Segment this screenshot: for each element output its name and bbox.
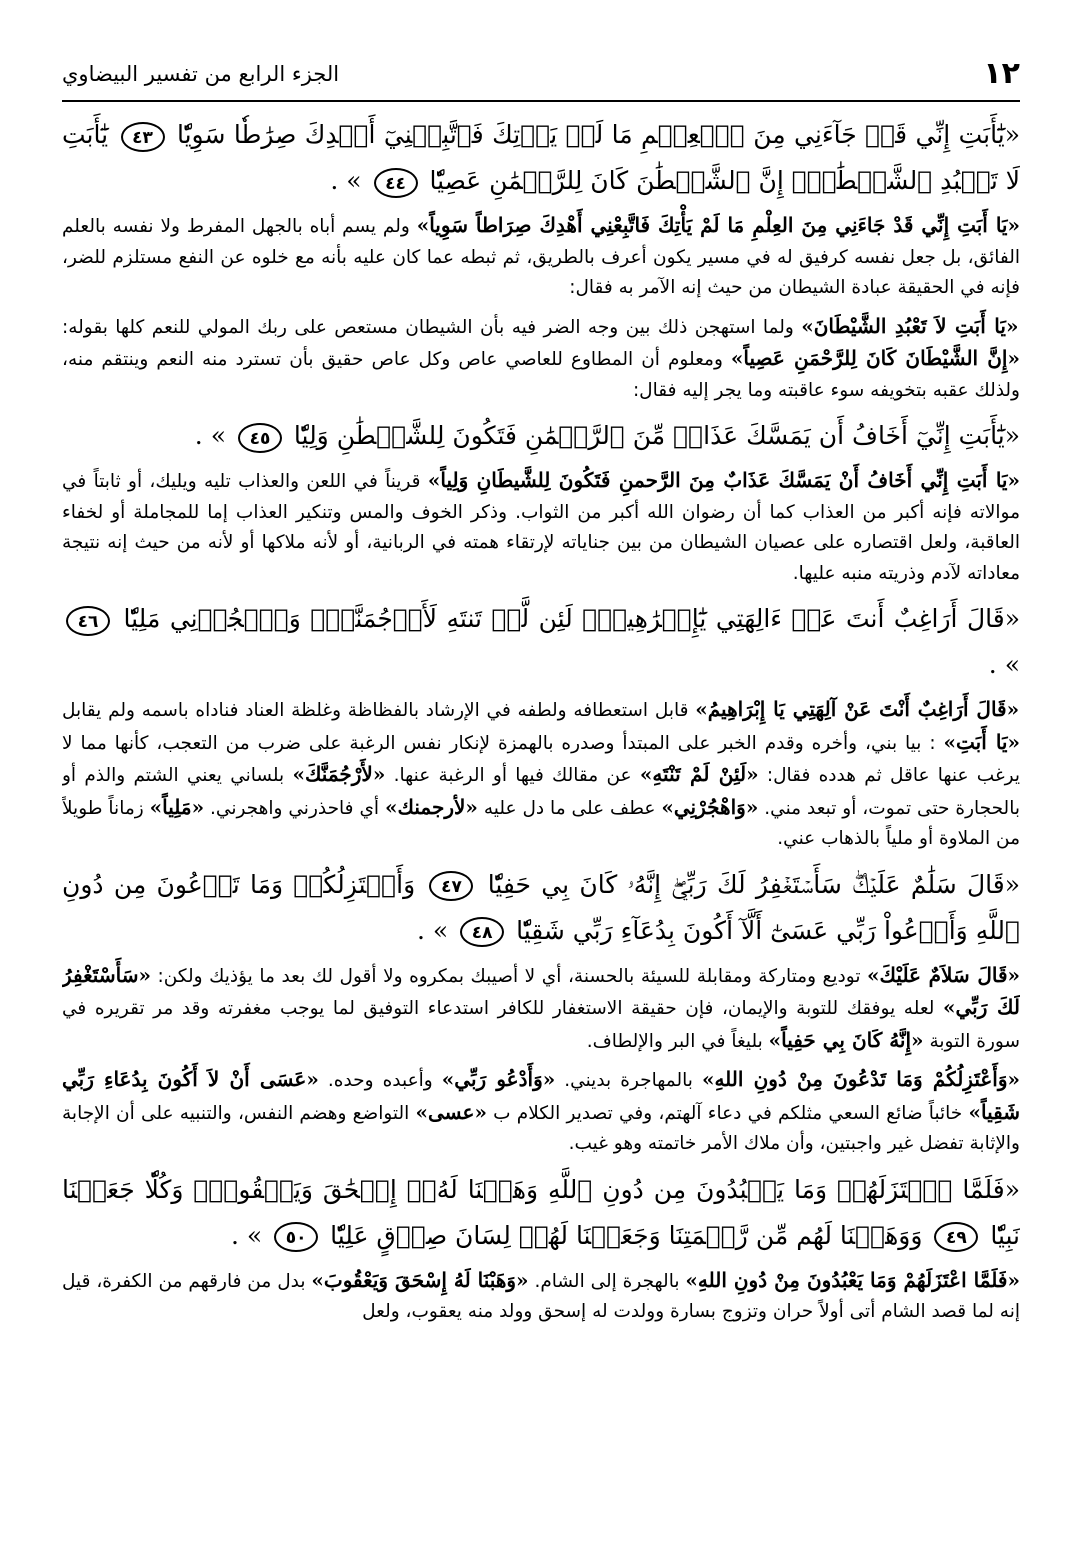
quoted-verse-text: «قَالَ سَلاَمٌ عَلَيْكَ» <box>867 962 1020 987</box>
verse-text: » . <box>330 166 362 195</box>
commentary-text: ومعلوم أن المطاوع للعاصي عاص وكل عاص حقيق بأن تسترد منه النعم وينتقم منه، ولذلك عقبه بتخويفه سوء عاقبته وما يجر إليه فقال: <box>62 349 1020 401</box>
ayah-number-marker: ٤٧ <box>429 871 473 901</box>
commentary-text: التواضع وهضم النفس، والتنبيه على أن الإجابة والإثابة تفضل غير واجبتين، وأن ملاك الأمر خاتمته وهو غيب. <box>62 1102 1020 1154</box>
quoted-verse-text: «يَا أَبَتِ» <box>943 729 1020 754</box>
header-divider <box>62 100 1020 102</box>
verse-text: «قَالَ سَلَٰمٌ عَلَيۡكَۖ سَأَسۡتَغۡفِرُ لَكَ رَبِّيٓۖ إِنَّهُۥ كَانَ بِي حَفِيّٗا <box>487 869 1020 899</box>
quoted-verse-text: «وَأَعْتَزِلُكُمْ وَمَا تَدْعُونَ مِنْ دُونِ اللهِ» <box>701 1067 1020 1091</box>
verse-text: » . <box>194 421 226 450</box>
commentary-text: ولما استهجن ذلك بين وجه الضر فيه بأن الشيطان مستعص على ربك المولي للنعم كلها بقوله: <box>62 316 794 338</box>
commentary-text: قريناً في اللعن والعذاب تليه ويليك، أو ثابتاً في موالاته فإنه أكبر من العذاب كما أن رضوان الله أكبر من الثواب. وذكر الخوف والمس وتنكير العذاب إما للمجاملة أو لخفاء العاقبة، ولعل اقتصاره على عصيان الشيطان من بين جناياته لإرتقاء همته في الربانية، أو لأنه ملاكها أو لأنه من حيث إنه نتيجة معاداته لآدم وذريته منبه عليها. <box>62 471 1020 584</box>
ayah-number-marker: ٤٣ <box>121 122 165 152</box>
quoted-verse-text: «وَهَبْنَا لَهُ إِسْحَقَ وَيَعْقُوبَ» <box>311 1267 529 1292</box>
ayah-number-marker: ٤٦ <box>66 606 110 636</box>
quoted-verse-text: «سَأَسْتَغْفِرُ لَكَ رَبِّي» <box>62 962 1020 1019</box>
quoted-verse-text: «يَا أَبَتِ إِنِّي قَدْ جَاءَنِي مِنَ العِلْمِ مَا لَمْ يَأْتِكَ فَاتَّبِعْنِي أَهْدِكَ صِرَاطاً سَوِياً» <box>416 213 1020 237</box>
running-title: الجزء الرابع من تفسير البيضاوي <box>62 62 340 86</box>
quoted-verse-text: «مَلِياً» <box>149 794 205 819</box>
verse-text: » . <box>231 1220 263 1250</box>
verse-text: «يَٰٓأَبَتِ إِنِّيٓ أَخَافُ أَن يَمَسَّكَ عَذَابٞ مِّنَ ٱلرَّحۡمَٰنِ فَتَكُونَ لِلشَّيۡطَٰنِ وَلِيّٗا <box>293 421 1020 450</box>
quran-verse-block <box>62 1167 1020 1259</box>
ayah-number-marker: ٤٩ <box>934 1222 978 1252</box>
commentary-paragraph <box>62 311 1020 407</box>
verse-text: » . <box>416 915 449 945</box>
commentary-text: قابل استعطافه ولطفه في الإرشاد بالفظاظة وغلظة العناد فناداه باسمه ولم يقابل <box>62 700 689 721</box>
quoted-verse-text: «وَأَدْعُو رَبِّي» <box>441 1067 556 1091</box>
quoted-verse-text: «قَالَ أَرَاغِبٌ أَنْتَ عَنْ آلِهَتِي يَا إِبْرَاهِيمُ» <box>695 697 1020 721</box>
quran-verse-block <box>62 862 1020 954</box>
commentary-paragraph <box>62 210 1020 304</box>
verse-text: «قَالَ أَرَاغِبٌ أَنتَ عَنۡ ءَالِهَتِي يَٰٓإِبۡرَٰهِيمُۖ لَئِن لَّمۡ تَنتَهِ لَأَرۡجُمَنَّكَۖ وَٱهۡجُرۡنِي مَلِيّٗا <box>123 604 1020 633</box>
commentary-text: بالمهاجرة بديني. <box>555 1070 693 1091</box>
verse-text: » . <box>988 650 1020 679</box>
commentary-text: توديع ومتاركة ومقابلة للسيئة بالحسنة، أي لا أصيبك بمكروه ولا أقول لك بعد ما يؤذيك ولكن: <box>150 965 861 987</box>
commentary-text: ولم يسم أباه بالجهل المفرط ولا نفسه بالعلم الفائق، بل جعل نفسه كرفيق له في مسير يكون أعرف بالطريق، ثم ثبطه عما كان عليه بأنه مع خلوه عن النفع مستلزم للضر، فإنه في الحقيقة عبادة الشيطان من حيث إنه الآمر به فقال: <box>62 216 1020 298</box>
quoted-verse-text: «لأرجمنك» <box>385 794 478 819</box>
commentary-text: بدل من فارقهم من الكفرة، قيل إنه لما قصد الشام أتى أولاً حران وتزوج بسارة وولدت له إسحق وولد منه يعقوب، ولعل <box>62 1270 1020 1322</box>
quoted-verse-text: «عسى» <box>415 1099 487 1124</box>
quoted-verse-text: «فَلَمَّا اعْتَزَلَهُمْ وَمَا يَعْبُدُونَ مِنْ دُونِ اللهِ» <box>685 1267 1020 1292</box>
commentary-text: زماناً طويلاً من الملاوة أو ملياً بالذهاب عني. <box>62 797 1020 849</box>
commentary-text: أي فاحذرني واهجرني. <box>204 797 380 819</box>
quoted-verse-text: «لأَرْجُمَنَّكَ» <box>292 762 386 786</box>
commentary-text: عن مقالك فيها أو الرغبة عنها. <box>385 765 632 786</box>
commentary-text: خائباً ضائع السعي مثلكم في دعاء آلهتم، وفي تصدير الكلام ب <box>486 1102 963 1124</box>
ayah-number-marker: ٥٠ <box>274 1222 318 1252</box>
quoted-verse-text: «إِنَّهُ كَانَ بِي حَفِياً» <box>768 1027 924 1052</box>
page-number: ١٢ <box>983 56 1020 91</box>
verse-text: «يَٰٓأَبَتِ إِنِّي قَدۡ جَآءَنِي مِنَ ٱلۡعِلۡمِ مَا لَمۡ يَأۡتِكَ فَٱتَّبِعۡنِيٓ أَهۡدِكَ صِرَٰطٗا سَوِيّٗا <box>176 120 1020 149</box>
commentary-text: وأعبده وحده. <box>318 1070 433 1091</box>
verse-text: وَأَعۡتَزِلُكُمۡ وَمَا تَدۡعُونَ مِن دُونِ ٱللَّهِ وَأَدۡعُواْ رَبِّي عَسَىٰٓ أَلَّآ أَكُونَ بِدُعَآءِ رَبِّي شَقِيّٗا <box>62 869 1020 945</box>
commentary-paragraph <box>62 1265 1020 1328</box>
commentary-text: : بيا بني، وأخره وقدم الخبر على المبتدأ وصدره بالهمزة لإنكار نفس الرغبة على ضرب من التعجب، كأنها مما لا يرغب عنها عاقل ثم هدده فقال: <box>62 732 1020 786</box>
quoted-verse-text: «يَا أَبَتِ لاَ تَعْبُدِ الشَّيْطَانَ» <box>801 313 1019 338</box>
commentary-text: بالهجرة إلى الشام. <box>528 1270 680 1292</box>
commentary-paragraph <box>62 694 1020 855</box>
commentary-paragraph <box>62 1064 1020 1160</box>
quoted-verse-text: «عَسَى أَنْ لاَ أَكُونَ بِدُعَاءِ رَبِّي شَقِياً» <box>62 1067 1020 1124</box>
commentary-text: لعله يوفقك للتوبة والإيمان، فإن حقيقة الاستغفار للكافر استدعاء التوفيق لما يوجب مغفرته وقد مر تقريره في سورة التوبة <box>62 998 1020 1052</box>
ayah-number-marker: ٤٨ <box>460 917 504 947</box>
quoted-verse-text: «وَاهْجُرْنِي» <box>661 794 759 819</box>
commentary-paragraph <box>62 465 1020 589</box>
ayah-number-marker: ٤٤ <box>374 168 418 198</box>
verse-text: وَوَهَبۡنَا لَهُم مِّن رَّحۡمَتِنَا وَجَعَلۡنَا لَهُمۡ لِسَانَ صِدۡقٍ عَلِيّٗا <box>330 1220 923 1250</box>
quran-verse-block <box>62 112 1020 204</box>
commentary-text: بلساني يعني الشتم والذم أو بالحجارة حتى تموت، أو تبعد مني. <box>62 765 1020 819</box>
quoted-verse-text: «إِنَّ الشَّيْطَانَ كَانَ لِلرَّحْمَنِ عَصِياً» <box>730 346 1020 370</box>
verse-text: «فَلَمَّا ٱعۡتَزَلَهُمۡ وَمَا يَعۡبُدُونَ مِن دُونِ ٱللَّهِ وَهَبۡنَا لَهُۥٓ إِسۡحَٰقَ وَيَعۡقُوبَۖ وَكُلّٗا جَعَلۡنَا نَبِيّٗا <box>62 1174 1020 1250</box>
page-header <box>62 56 1020 96</box>
quran-verse-block <box>62 596 1020 688</box>
verse-text: يَٰٓأَبَتِ لَا تَعۡبُدِ ٱلشَّيۡطَٰنَۖ إِنَّ ٱلشَّيۡطَٰنَ كَانَ لِلرَّحۡمَٰنِ عَصِيّٗا <box>62 120 1020 195</box>
commentary-paragraph <box>62 960 1020 1058</box>
quran-verse-block <box>62 413 1020 459</box>
quoted-verse-text: «يَا أَبَتِ إِنِّي أَخَافُ أَنْ يَمَسَّكَ عَذَابٌ مِنَ الرَّحمنِ فَتَكُونَ لِلشَّيطَانِ وَلِياً» <box>427 468 1020 492</box>
commentary-text: بليغاً في البر والإلطاف. <box>586 1030 763 1052</box>
page-body <box>62 112 1020 1535</box>
ayah-number-marker: ٤٥ <box>238 423 282 453</box>
quoted-verse-text: «لَئِنْ لَمْ تَنْتَهِ» <box>639 762 759 786</box>
commentary-text: عطف على ما دل عليه <box>477 797 656 819</box>
